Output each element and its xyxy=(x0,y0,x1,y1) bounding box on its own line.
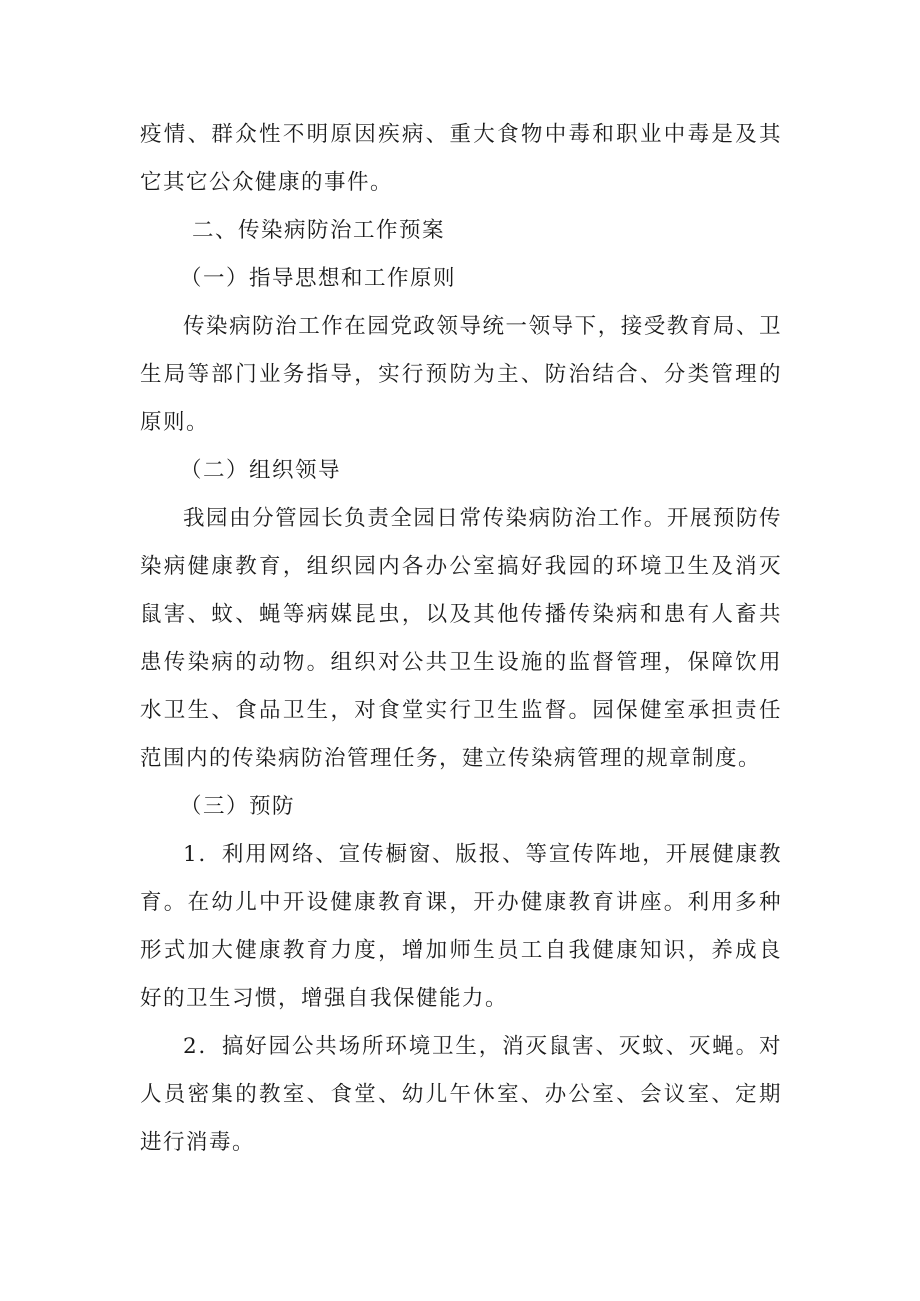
paragraph-item-1: 1．利用网络、宣传橱窗、版报、等宣传阵地，开展健康教育。在幼儿中开设健康教育课，开办健康教育讲座。利用多种形式加大健康教育力度，增加师生员工自我健康知识，养成良好的卫生习惯，增强自我保健能力。 xyxy=(140,842,782,1011)
section-heading-2: 二、传染病防治工作预案 xyxy=(192,218,446,243)
subsection-heading-2: （二）组织领导 xyxy=(180,458,342,483)
paragraph-intro-continued: 疫情、群众性不明原因疾病、重大食物中毒和职业中毒是及其它其它公众健康的事件。 xyxy=(140,122,782,195)
subsection-heading-3: （三）预防 xyxy=(180,794,296,819)
paragraph-organization: 我园由分管园长负责全园日常传染病防治工作。开展预防传染病健康教育，组织园内各办公室搞好我园的环境卫生及消灭鼠害、蚊、蝇等病媒昆虫，以及其他传播传染病和患有人畜共患传染病的动物。组织对公共卫生设施的监督管理，保障饮用水卫生、食品卫生，对食堂实行卫生监督。园保健室承担责任范围内的传染病防治管理任务，建立传染病管理的规章制度。 xyxy=(140,506,782,771)
subsection-heading-1: （一）指导思想和工作原则 xyxy=(180,266,457,291)
paragraph-principles: 传染病防治工作在园党政领导统一领导下，接受教育局、卫生局等部门业务指导，实行预防为主、防治结合、分类管理的原则。 xyxy=(140,314,782,435)
paragraph-item-2: 2．搞好园公共场所环境卫生，消灭鼠害、灭蚊、灭蝇。对人员密集的教室、食堂、幼儿午休室、办公室、会议室、定期进行消毒。 xyxy=(140,1034,782,1155)
